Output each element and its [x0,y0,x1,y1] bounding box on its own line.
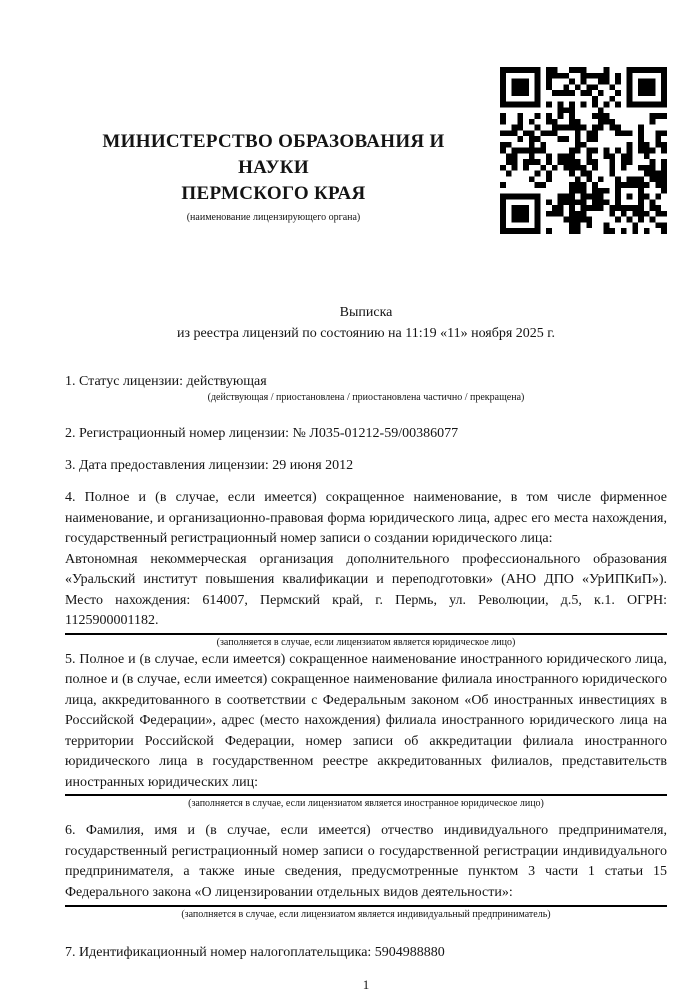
entrepreneur-fill-line [65,905,667,907]
extract-title-line1: Выписка [339,305,393,320]
qr-code-icon [500,67,667,234]
foreign-entity-fill-line [65,794,667,796]
field-taxpayer-number: 7. Идентификационный номер налогоплательщика: 5904988880 [65,945,445,960]
foreign-entity-caption: (заполняется в случае, если лицензиатом является иностранное юридическое лицо) [188,798,544,809]
field-legal-entity [65,488,667,649]
field-foreign-entity [65,650,667,811]
legal-entity-fill-line [65,633,667,635]
authority-name-line1: МИНИСТЕРСТВО ОБРАЗОВАНИЯ И НАУКИ [102,131,445,178]
authority-name-line2: ПЕРМСКОГО КРАЯ [181,183,366,204]
field-license-status: 1. Статус лицензии: действующая [65,374,267,389]
entrepreneur-caption: (заполняется в случае, если лицензиатом является индивидуальный предприниматель) [181,909,551,920]
document-header [65,67,667,234]
foreign-entity-label: 5. Полное и (в случае, если имеется) сокращенное наименование иностранного юридического лица, полное и (в случае, если имеется) сокращенное наименование филиала иностранного юридического лица, аккредитованного в соответствии с Федеральным законом «Об иностранных инвестициях в Российской Федерации», адрес (место нахождения) филиала иностранного юридического лица на территории Российской Федерации, номер записи об аккредитации филиала иностранного юридического лица в государственном реестре аккредитованных филиалов, представительств иностранных юридических лиц: [65,651,667,790]
licensing-authority [65,67,500,224]
field-license-status-caption: (действующая / приостановлена / приостановлена частично / прекращена) [207,392,525,403]
legal-entity-value: Автономная некоммерческая организация дополнительного профессионального образования «Уральский институт повышения квалификации и переподготовки» (АНО ДПО «УрИПКиП»). Место нахождения: 614007, Пермский край, г. Пермь, ул. Революции, д.5, к.1. ОГРН: 1125900001182. [65,551,667,628]
authority-name-caption: (наименование лицензирующего органа) [186,212,361,223]
field-entrepreneur [65,821,667,921]
extract-title [65,302,667,344]
field-grant-date: 3. Дата предоставления лицензии: 29 июня 2012 [65,458,354,473]
field-registration-number: 2. Регистрационный номер лицензии: № Л035-01212-59/00386077 [65,426,459,441]
legal-entity-caption: (заполняется в случае, если лицензиатом является юридическое лицо) [216,636,516,648]
page-number: 1 [362,977,370,989]
legal-entity-label: 4. Полное и (в случае, если имеется) сокращенное наименование, в том числе фирменное наименование, и организационно-правовая форма юридического лица, адрес его места нахождения, государственный регистрационный номер записи о создании юридического лица: [65,490,667,546]
entrepreneur-label: 6. Фамилия, имя и (в случае, если имеется) отчество индивидуального предпринимателя, государственный регистрационный номер записи о государственной регистрации индивидуального предпринимателя, а также иные сведения, предусмотренные пунктом 3 части 1 статьи 15 Федерального закона «О лицензировании отдельных видов деятельности»: [65,823,667,900]
extract-title-line2: из реестра лицензий по состоянию на 11:19 «11» ноября 2025 г. [177,326,555,341]
